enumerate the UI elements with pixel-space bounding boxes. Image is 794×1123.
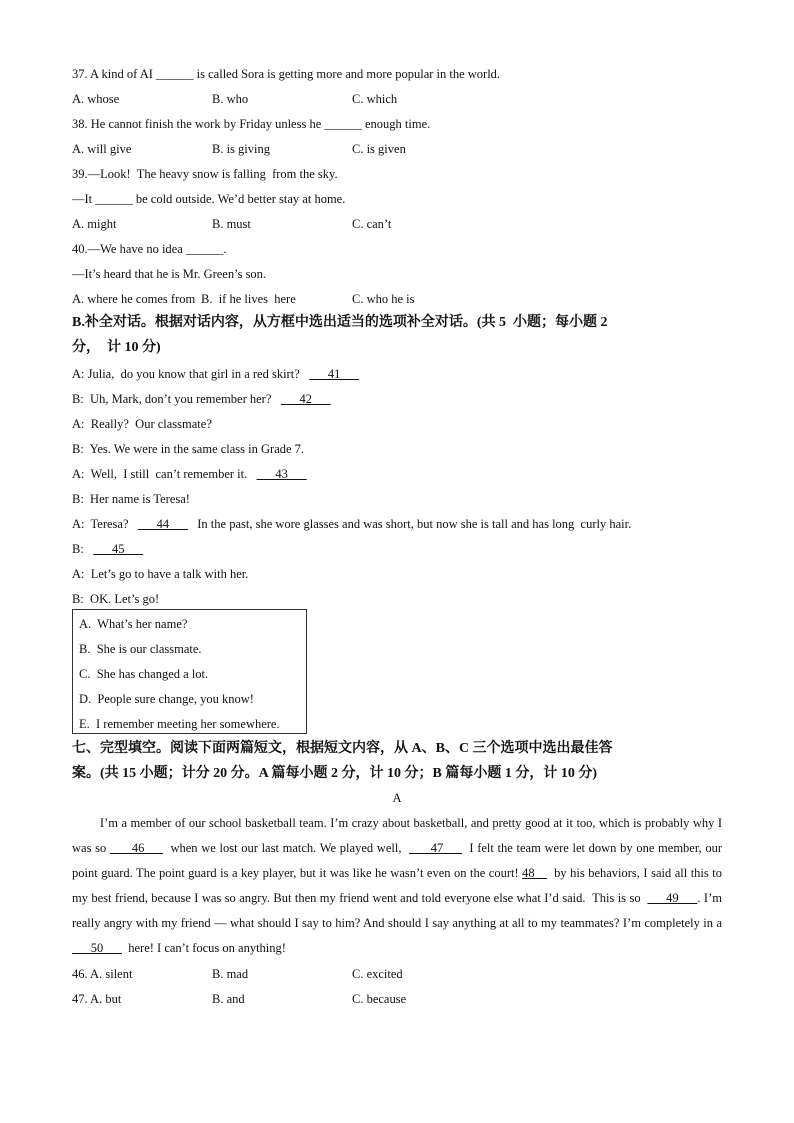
blank-42: 42	[280, 392, 331, 406]
blank-49: 49	[647, 891, 698, 905]
q39-option-b: B. must	[212, 217, 251, 231]
question-39-stem-2: —It ______ be cold outside. We’d better stay at home.	[72, 192, 346, 206]
blank-45: 45	[93, 542, 144, 556]
dialog-line: A: Julia, do you know that girl in a red skirt? 41	[72, 367, 360, 381]
blank-43: 43	[256, 467, 307, 481]
passage-heading: A	[392, 791, 402, 805]
box-option-e: E. I remember meeting her somewhere.	[79, 717, 280, 731]
section-b-title-2: 分， 计 10 分)	[72, 340, 161, 355]
box-option-a: A. What’s her name?	[79, 617, 188, 631]
q47-option-c: C. because	[352, 992, 407, 1006]
q37-option-c: C. which	[352, 92, 398, 106]
blank-44: 44	[137, 517, 188, 531]
q38-option-c: C. is given	[352, 142, 406, 156]
box-option-b: B. She is our classmate.	[79, 642, 202, 656]
q37-option-a: A. whose	[72, 92, 120, 106]
question-39-stem: 39.—Look! The heavy snow is falling from the sky.	[72, 167, 338, 181]
q39-option-c: C. can’t	[352, 217, 392, 231]
q47-option-a: 47. A. but	[72, 992, 122, 1006]
q47-option-b: B. and	[212, 992, 245, 1006]
blank-48: 48	[522, 866, 548, 880]
section-b-title: B.补全对话。根据对话内容，从方框中选出适当的选项补全对话。(共 5 小题；每小题 2	[72, 315, 608, 330]
dialog-line: B: 45	[72, 542, 144, 556]
dialog-line: B: Her name is Teresa!	[72, 492, 190, 506]
blank-46: 46	[109, 841, 164, 855]
blank-50: 50	[72, 941, 122, 955]
question-40-stem-2: —It’s heard that he is Mr. Green’s son.	[72, 267, 267, 281]
q37-option-b: B. who	[212, 92, 249, 106]
dialog-line: A: Let’s go to have a talk with her.	[72, 567, 249, 581]
q39-option-a: A. might	[72, 217, 117, 231]
q40-option-b: B. if he lives here	[201, 292, 296, 306]
box-option-c: C. She has changed a lot.	[79, 667, 209, 681]
question-37-stem: 37. A kind of AI ______ is called Sora is getting more and more popular in the world.	[72, 67, 501, 81]
q40-option-a: A. where he comes from	[72, 292, 196, 306]
dialog-line: A: Teresa? 44 In the past, she wore glasses and was short, but now she is tall and has long curly hair.	[72, 517, 632, 531]
question-38-stem: 38. He cannot finish the work by Friday unless he ______ enough time.	[72, 117, 431, 131]
q38-option-b: B. is giving	[212, 142, 270, 156]
q46-option-c: C. excited	[352, 967, 403, 981]
question-40-stem: 40.—We have no idea ______.	[72, 242, 227, 256]
dialog-line: B: Uh, Mark, don’t you remember her? 42	[72, 392, 331, 406]
blank-47: 47	[408, 841, 462, 855]
dialog-line: A: Well, I still can’t remember it. 43	[72, 467, 307, 481]
dialog-line: B: OK. Let’s go!	[72, 592, 160, 606]
dialog-line: A: Really? Our classmate?	[72, 417, 212, 431]
options-box	[72, 609, 307, 734]
dialog-line: B: Yes. We were in the same class in Grade 7.	[72, 442, 305, 456]
box-option-d: D. People sure change, you know!	[79, 692, 254, 706]
section-7-title-2: 案。(共 15 小题；计分 20 分。A 篇每小题 2 分，计 10 分；B 篇每小题 1 分，计 10 分)	[72, 766, 597, 781]
passage-a: I’m a member of our school basketball team. I’m crazy about basketball, and pretty good at it too, which is probably why I was so 46 when we lost our last match. We played well, 47 I felt the team were let down by one member, our point guard. The point guard is a key player, but it was like he wasn’t even on the court! 48 by his behaviors, I said all this to my best friend, because I was so angry. But then my friend went and told everyone else what I’d said. This is so 49 . I’m really angry with my friend — what should I say to him? And should I say anything at all to my teammates? I’m completely in a 50 here! I can’t focus on anything!	[72, 811, 722, 961]
q40-option-c: C. who he is	[352, 292, 415, 306]
q46-option-a: 46. A. silent	[72, 967, 133, 981]
section-7-title: 七、完型填空。阅读下面两篇短文，根据短文内容，从 A、B、C 三个选项中选出最佳答	[72, 741, 613, 756]
blank-41: 41	[309, 367, 360, 381]
q38-option-a: A. will give	[72, 142, 132, 156]
q46-option-b: B. mad	[212, 967, 249, 981]
